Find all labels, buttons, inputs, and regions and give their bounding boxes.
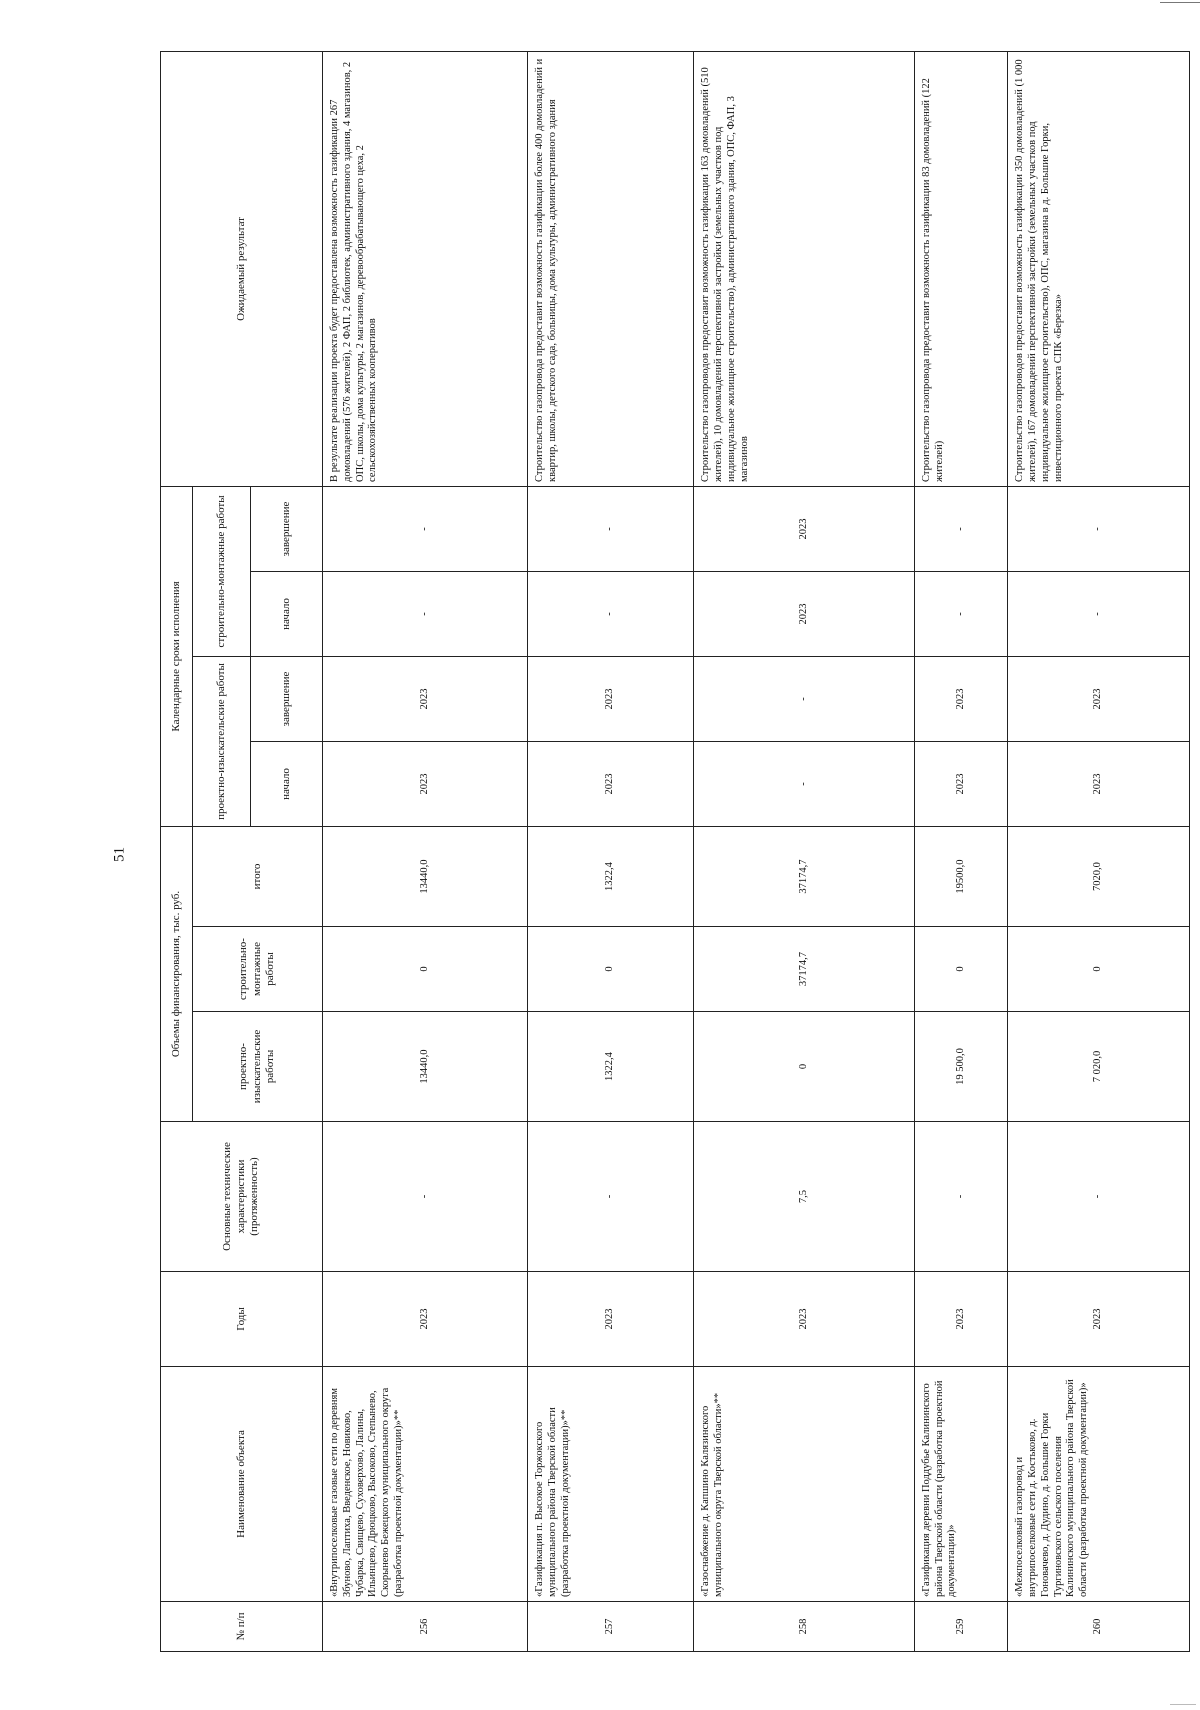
row-name: «Газификация деревни Поддубье Калининского района Тверской области (разработка проектной документации)» xyxy=(914,1367,1007,1602)
header-finance-group: Объемы финансирования, тыс. руб. xyxy=(161,826,193,1121)
row-fin-build: 0 xyxy=(323,927,528,1012)
row-fin-total: 19500,0 xyxy=(914,826,1007,926)
header-cal-build-end: завершение xyxy=(251,486,323,571)
row-design-end: 2023 xyxy=(1008,656,1190,741)
row-fin-design: 1322,4 xyxy=(528,1012,694,1122)
row-fin-design: 0 xyxy=(694,1012,915,1122)
row-design-end: 2023 xyxy=(528,656,694,741)
row-design-end: - xyxy=(694,656,915,741)
row-tech: - xyxy=(1008,1122,1190,1272)
table-row xyxy=(1008,51,1190,1651)
row-design-start: 2023 xyxy=(914,741,1007,826)
row-design-start: 2023 xyxy=(323,741,528,826)
row-years: 2023 xyxy=(914,1272,1007,1367)
page-number: 51 xyxy=(111,847,128,862)
row-build-end: - xyxy=(323,486,528,571)
row-years: 2023 xyxy=(323,1272,528,1367)
row-result: Строительство газопровода предоставит возможность газификации более 400 домовладений и квартир, школы, детского сада, больницы, дома культуры, административного здания xyxy=(528,51,694,486)
row-fin-total: 13440,0 xyxy=(323,826,528,926)
header-calendar-group: Календарные сроки исполнения xyxy=(161,486,193,826)
header-fin-build: строительно-монтажные работы xyxy=(193,927,323,1012)
row-fin-build: 0 xyxy=(1008,927,1190,1012)
row-name: «Газоснабжение д. Капшино Калязинского муниципального округа Тверской области»** xyxy=(694,1367,915,1602)
table-row xyxy=(528,51,694,1651)
header-cal-build-start: начало xyxy=(251,571,323,656)
header-years: Годы xyxy=(161,1272,323,1367)
row-build-start: 2023 xyxy=(694,571,915,656)
row-fin-design: 13440,0 xyxy=(323,1012,528,1122)
row-tech: 7,5 xyxy=(694,1122,915,1272)
row-num: 257 xyxy=(528,1602,694,1652)
row-build-end: - xyxy=(914,486,1007,571)
row-design-end: 2023 xyxy=(914,656,1007,741)
scan-artifact-line xyxy=(1170,1704,1196,1705)
header-result: Ожидаемый результат xyxy=(161,51,323,486)
row-name: «Межпоселковый газопровод и внутрипоселковые сети д. Костьково, д. Гоновачево, д. Дудино, д. Большие Горки Тургиновского сельского поселения Калининского муниципального района Тверской области (разработка проектной документации)» xyxy=(1008,1367,1190,1602)
header-name: Наименование объекта xyxy=(161,1367,323,1602)
table-row xyxy=(914,51,1007,1651)
row-fin-design: 7 020,0 xyxy=(1008,1012,1190,1122)
row-num: 258 xyxy=(694,1602,915,1652)
row-build-end: - xyxy=(528,486,694,571)
header-cal-design-start: начало xyxy=(251,741,323,826)
row-result: Строительство газопровода предоставит возможность газификации 83 домовладений (122 жителей) xyxy=(914,51,1007,486)
scan-artifact-line xyxy=(1160,2,1200,3)
table-row xyxy=(694,51,915,1651)
row-num: 259 xyxy=(914,1602,1007,1652)
header-cal-design-end: завершение xyxy=(251,656,323,741)
row-years: 2023 xyxy=(528,1272,694,1367)
row-fin-total: 1322,4 xyxy=(528,826,694,926)
row-build-end: - xyxy=(1008,486,1190,571)
header-fin-total: итого xyxy=(193,826,323,926)
table-row xyxy=(323,51,528,1651)
row-name: «Газификация п. Высокое Торжокского муниципального района Тверской области (разработка проектной документации)»** xyxy=(528,1367,694,1602)
row-design-start: - xyxy=(694,741,915,826)
row-years: 2023 xyxy=(1008,1272,1190,1367)
row-years: 2023 xyxy=(694,1272,915,1367)
row-fin-build: 37174,7 xyxy=(694,927,915,1012)
header-tech: Основные технические характеристики (протяженность) xyxy=(161,1122,323,1272)
row-build-start: - xyxy=(1008,571,1190,656)
header-num: № п/п xyxy=(161,1602,323,1652)
row-result: Строительство газопроводов предоставит возможность газификации 350 домовладений (1 000 жителей), 167 домовладений перспективной застройки (земельных участков под индивидуальное жилищное строительство), ОПС, магазина в д. Большие Горки, инвестиционного проекта СПК «Березка» xyxy=(1008,51,1190,486)
row-result: В результате реализации проекта будет предоставлена возможность газификации 267 домовладений (576 жителей), 2 ФАП, 2 библиотек, административного здания, 4 магазинов, 2 ОПС, школы, дома культуры, 2 магазинов, деревообрабатывающего цеха, 2 сельскохозяйственных кооперативов xyxy=(323,51,528,486)
row-build-start: - xyxy=(914,571,1007,656)
row-num: 260 xyxy=(1008,1602,1190,1652)
header-fin-design: проектно-изыскательские работы xyxy=(193,1012,323,1122)
row-design-end: 2023 xyxy=(323,656,528,741)
row-fin-total: 37174,7 xyxy=(694,826,915,926)
header-cal-build: строительно-монтажные работы xyxy=(193,486,251,656)
row-name: «Внутрипоселковые газовые сети по деревням Збуново, Лаптиха, Введенское, Новиково, Чубарка, Свищево, Суховерхово, Лалины, Ильинцево, Дрюцково, Высоково, Степынево, Скорынево Бежецкого муниципального округа (разработка проектной документации)»** xyxy=(323,1367,528,1602)
row-design-start: 2023 xyxy=(1008,741,1190,826)
row-fin-total: 7020,0 xyxy=(1008,826,1190,926)
row-fin-build: 0 xyxy=(528,927,694,1012)
row-num: 256 xyxy=(323,1602,528,1652)
row-tech: - xyxy=(914,1122,1007,1272)
row-build-end: 2023 xyxy=(694,486,915,571)
row-build-start: - xyxy=(323,571,528,656)
row-result: Строительство газопроводов предоставит возможность газификации 163 домовладений (510 жителей), 10 домовладений перспективной застройки (земельных участков под индивидуальное жилищное строительство), административного здания, ОПС, ФАП, 3 магазинов xyxy=(694,51,915,486)
gasification-objects-table xyxy=(160,51,1190,1652)
rotated-table-wrapper xyxy=(160,52,1190,1652)
row-fin-design: 19 500,0 xyxy=(914,1012,1007,1122)
header-cal-design: проектно-изыскательские работы xyxy=(193,656,251,826)
row-fin-build: 0 xyxy=(914,927,1007,1012)
row-tech: - xyxy=(323,1122,528,1272)
row-build-start: - xyxy=(528,571,694,656)
row-tech: - xyxy=(528,1122,694,1272)
row-design-start: 2023 xyxy=(528,741,694,826)
